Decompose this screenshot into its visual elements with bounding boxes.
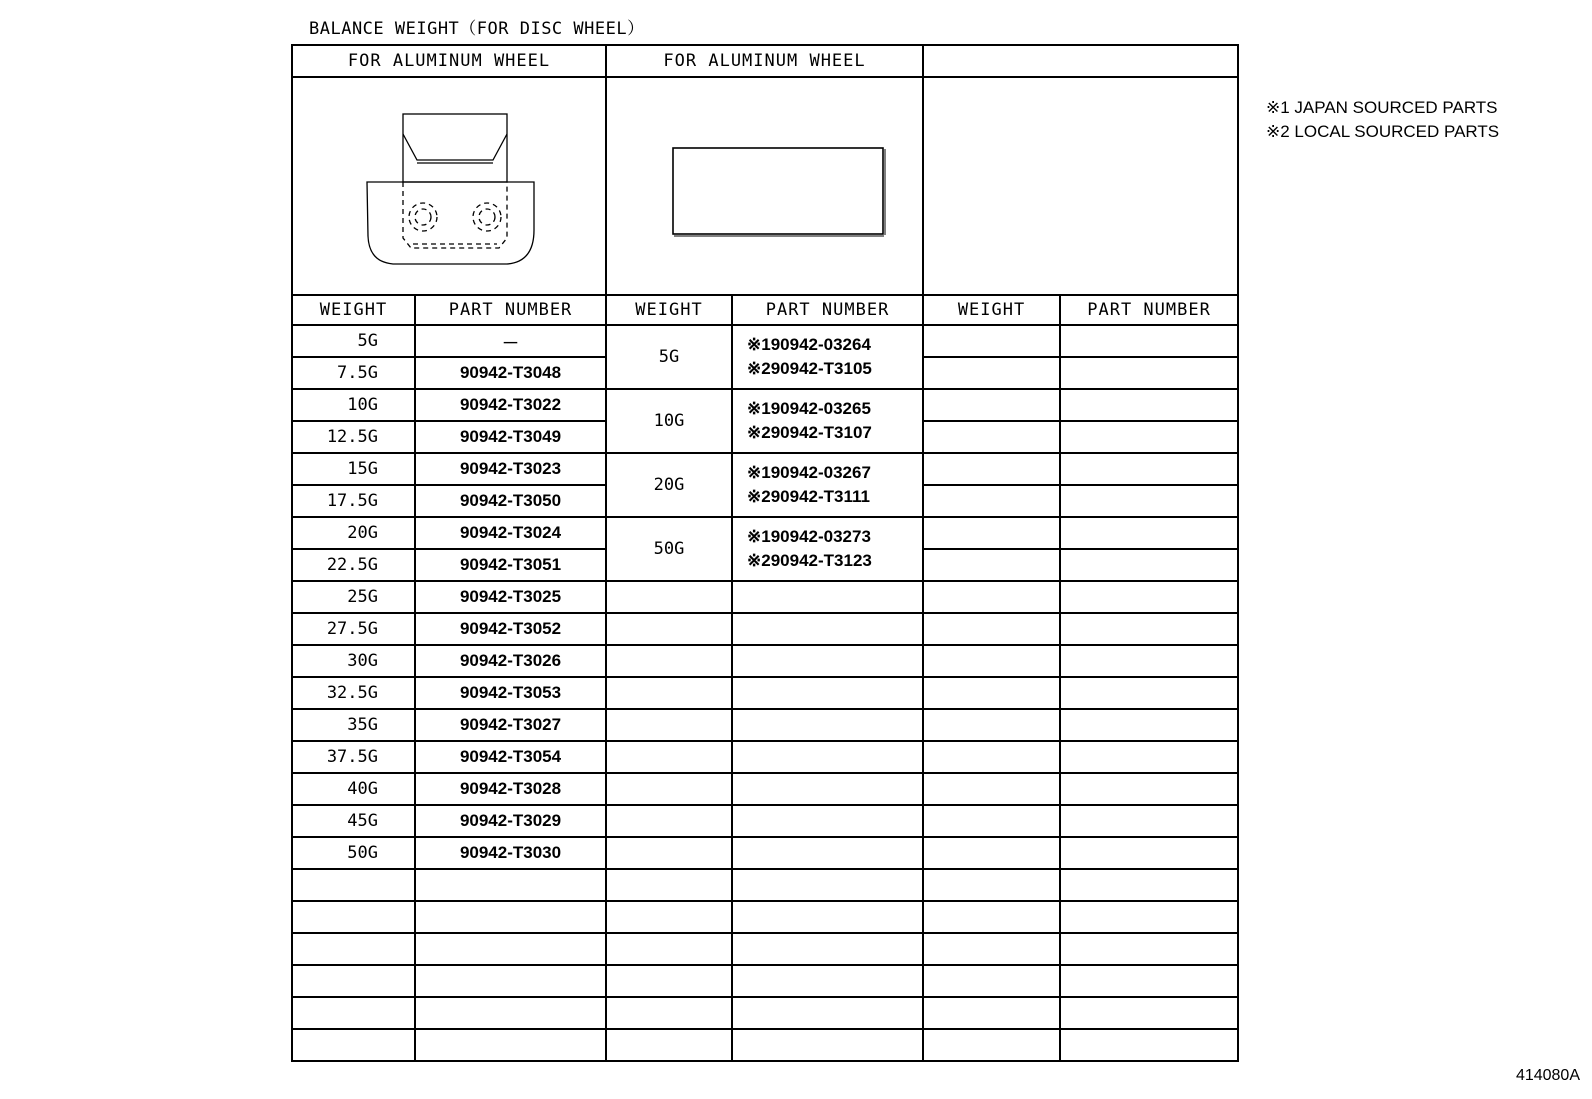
part-number-cell: 90942-T3026 [415, 645, 606, 677]
empty-cell [606, 869, 732, 901]
part-number-cell: 90942-T3053 [415, 677, 606, 709]
document-id: 414080A [1515, 1067, 1580, 1084]
empty-cell [1060, 549, 1238, 581]
balance-weight-table [291, 44, 1239, 1062]
part-number-cell: 90942-T3024 [415, 517, 606, 549]
part-number-japan: ※190942-03264 [747, 335, 871, 354]
table-row [292, 677, 1238, 709]
part-number-cell: 90942-T3049 [415, 421, 606, 453]
empty-cell [292, 965, 415, 997]
table-row [292, 1029, 1238, 1061]
empty-cell [606, 901, 732, 933]
table-row [292, 709, 1238, 741]
weight-cell: 15G [292, 453, 415, 485]
weight-cell: 32.5G [292, 677, 415, 709]
adhesive-weight-drawing [606, 77, 923, 295]
table-row [292, 837, 1238, 869]
empty-cell [606, 581, 732, 613]
section-header-1: FOR ALUMINUM WHEEL [292, 45, 606, 77]
part-number-cell: 90942-T3048 [415, 357, 606, 389]
table-row [292, 773, 1238, 805]
empty-cell [1060, 357, 1238, 389]
empty-cell [415, 869, 606, 901]
empty-cell [923, 1029, 1060, 1061]
table-row [292, 453, 1238, 485]
weight-cell: 30G [292, 645, 415, 677]
empty-cell [292, 869, 415, 901]
empty-cell [606, 645, 732, 677]
col-part-number-3: PART NUMBER [1060, 295, 1238, 325]
weight-cell: 20G [292, 517, 415, 549]
empty-cell [732, 965, 923, 997]
table-row [292, 805, 1238, 837]
table-row [292, 741, 1238, 773]
empty-cell [923, 549, 1060, 581]
empty-cell [732, 805, 923, 837]
empty-cell [923, 485, 1060, 517]
empty-cell [732, 869, 923, 901]
part-number-local: ※290942-T3105 [747, 359, 872, 378]
empty-cell [1060, 645, 1238, 677]
part-number-japan: ※190942-03267 [747, 463, 871, 482]
empty-cell [923, 901, 1060, 933]
weight-cell: 37.5G [292, 741, 415, 773]
section-header-3 [923, 45, 1238, 77]
table-row [292, 869, 1238, 901]
empty-cell [732, 773, 923, 805]
part-number-cell [732, 453, 923, 517]
empty-cell [606, 933, 732, 965]
empty-cell [292, 901, 415, 933]
empty-cell [923, 869, 1060, 901]
empty-cell [923, 421, 1060, 453]
col-part-number-2: PART NUMBER [732, 295, 923, 325]
empty-cell [923, 837, 1060, 869]
part-number-local: ※290942-T3107 [747, 423, 872, 442]
empty-cell [1060, 677, 1238, 709]
empty-cell [606, 741, 732, 773]
part-number-local: ※290942-T3111 [747, 487, 870, 506]
empty-cell [1060, 325, 1238, 357]
empty-cell [732, 613, 923, 645]
empty-cell [1060, 965, 1238, 997]
part-number-cell [732, 325, 923, 389]
col-weight-2: WEIGHT [606, 295, 732, 325]
empty-cell [1060, 453, 1238, 485]
part-number-cell: 90942-T3029 [415, 805, 606, 837]
empty-cell [1060, 933, 1238, 965]
empty-cell [606, 965, 732, 997]
empty-cell [1060, 997, 1238, 1029]
part-number-cell: 90942-T3023 [415, 453, 606, 485]
col-weight-3: WEIGHT [923, 295, 1060, 325]
empty-cell [606, 709, 732, 741]
empty-cell [606, 1029, 732, 1061]
empty-cell [1060, 1029, 1238, 1061]
empty-cell [732, 901, 923, 933]
empty-cell [415, 901, 606, 933]
weight-cell: 40G [292, 773, 415, 805]
empty-cell [923, 965, 1060, 997]
empty-cell [923, 933, 1060, 965]
part-number-local: ※290942-T3123 [747, 551, 872, 570]
part-number-cell: 90942-T3022 [415, 389, 606, 421]
empty-cell [606, 997, 732, 1029]
empty-cell [732, 709, 923, 741]
empty-cell [923, 773, 1060, 805]
empty-cell [606, 773, 732, 805]
empty-cell [923, 805, 1060, 837]
empty-cell [923, 677, 1060, 709]
empty-cell [923, 645, 1060, 677]
col-part-number-1: PART NUMBER [415, 295, 606, 325]
empty-cell [606, 613, 732, 645]
empty-cell [732, 581, 923, 613]
empty-cell [1060, 613, 1238, 645]
weight-cell: 45G [292, 805, 415, 837]
empty-cell [732, 933, 923, 965]
empty-cell [923, 453, 1060, 485]
empty-cell [1060, 773, 1238, 805]
empty-cell [732, 1029, 923, 1061]
empty-cell [606, 677, 732, 709]
empty-cell [292, 1029, 415, 1061]
empty-cell [1060, 581, 1238, 613]
page-title: BALANCE WEIGHT（FOR DISC WHEEL） [309, 19, 645, 39]
part-number-cell: 90942-T3050 [415, 485, 606, 517]
table-row [292, 933, 1238, 965]
weight-cell: 50G [606, 517, 732, 581]
empty-cell [415, 933, 606, 965]
empty-cell [1060, 421, 1238, 453]
empty-cell [1060, 901, 1238, 933]
weight-cell: 25G [292, 581, 415, 613]
empty-cell [923, 613, 1060, 645]
empty-cell [1060, 485, 1238, 517]
empty-cell [1060, 517, 1238, 549]
empty-cell [292, 997, 415, 1029]
weight-cell: 50G [292, 837, 415, 869]
part-number-cell [732, 389, 923, 453]
table-row [292, 581, 1238, 613]
empty-cell [923, 325, 1060, 357]
table-row [292, 997, 1238, 1029]
weight-cell: 10G [292, 389, 415, 421]
weight-cell: 12.5G [292, 421, 415, 453]
empty-cell [923, 709, 1060, 741]
empty-cell [923, 389, 1060, 421]
note-local-sourced: ※2 LOCAL SOURCED PARTS [1266, 122, 1500, 141]
empty-cell [415, 1029, 606, 1061]
part-number-cell [732, 517, 923, 581]
empty-cell [606, 805, 732, 837]
part-number-cell: 90942-T3054 [415, 741, 606, 773]
col-weight-1: WEIGHT [292, 295, 415, 325]
weight-cell: 35G [292, 709, 415, 741]
empty-cell [1060, 869, 1238, 901]
empty-cell [923, 581, 1060, 613]
empty-cell [923, 997, 1060, 1029]
weight-cell: 20G [606, 453, 732, 517]
empty-cell [1060, 741, 1238, 773]
section-header-2: FOR ALUMINUM WHEEL [606, 45, 923, 77]
empty-cell [732, 677, 923, 709]
empty-cell [606, 837, 732, 869]
empty-cell [923, 741, 1060, 773]
empty-cell [292, 933, 415, 965]
clip-on-weight-drawing [292, 77, 606, 295]
empty-drawing-cell [923, 77, 1238, 295]
weight-cell: 27.5G [292, 613, 415, 645]
empty-cell [415, 965, 606, 997]
weight-cell: 5G [292, 325, 415, 357]
weight-cell: 5G [606, 325, 732, 389]
weight-cell: 7.5G [292, 357, 415, 389]
empty-cell [415, 997, 606, 1029]
table-row [292, 325, 1238, 357]
empty-cell [732, 741, 923, 773]
part-number-cell: － [415, 325, 606, 357]
table-row [292, 901, 1238, 933]
table-row [292, 517, 1238, 549]
note-japan-sourced: ※1 JAPAN SOURCED PARTS [1266, 98, 1498, 117]
table-row [292, 965, 1238, 997]
part-number-japan: ※190942-03273 [747, 527, 871, 546]
part-number-cell: 90942-T3027 [415, 709, 606, 741]
part-number-cell: 90942-T3025 [415, 581, 606, 613]
notes [1266, 96, 1499, 144]
weight-cell: 22.5G [292, 549, 415, 581]
part-number-japan: ※190942-03265 [747, 399, 871, 418]
table-row [292, 645, 1238, 677]
empty-cell [732, 837, 923, 869]
part-number-cell: 90942-T3030 [415, 837, 606, 869]
empty-cell [1060, 805, 1238, 837]
empty-cell [923, 517, 1060, 549]
table-row [292, 389, 1238, 421]
part-number-cell: 90942-T3028 [415, 773, 606, 805]
empty-cell [923, 357, 1060, 389]
empty-cell [1060, 709, 1238, 741]
empty-cell [1060, 837, 1238, 869]
weight-cell: 10G [606, 389, 732, 453]
weight-cell: 17.5G [292, 485, 415, 517]
empty-cell [732, 997, 923, 1029]
table-row [292, 613, 1238, 645]
part-number-cell: 90942-T3051 [415, 549, 606, 581]
part-number-cell: 90942-T3052 [415, 613, 606, 645]
empty-cell [1060, 389, 1238, 421]
empty-cell [732, 645, 923, 677]
